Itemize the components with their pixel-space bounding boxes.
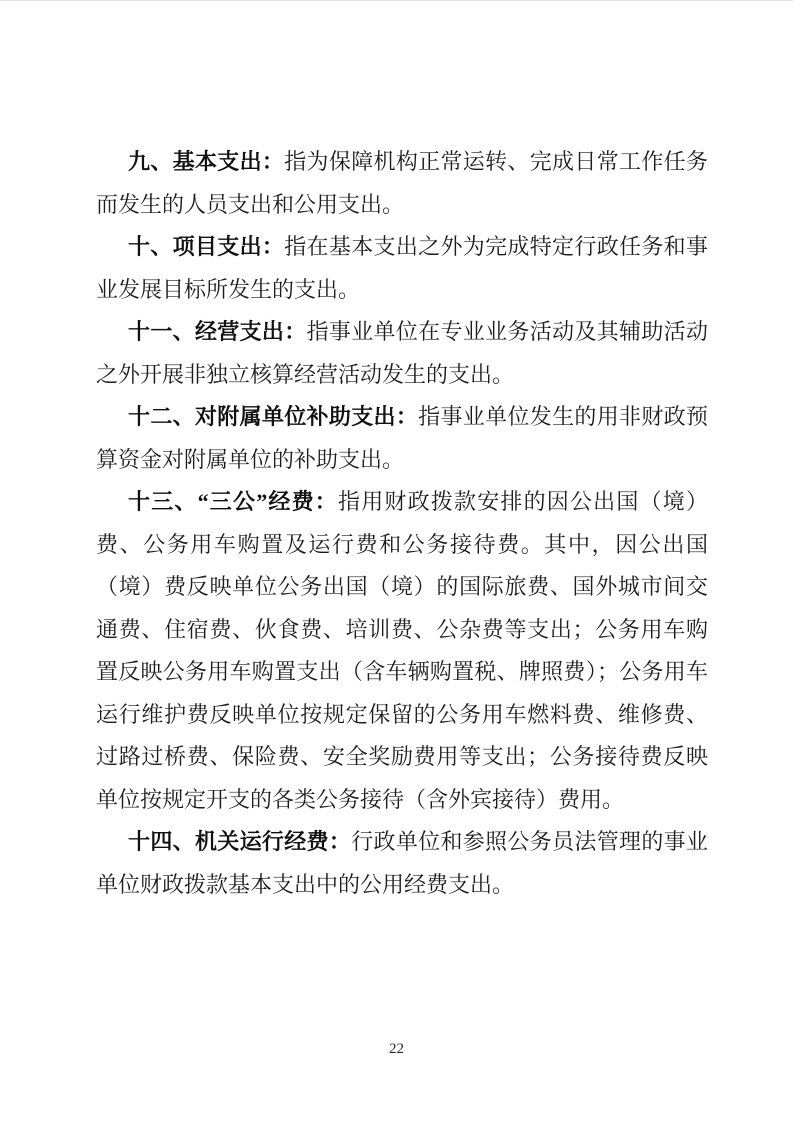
paragraph-heading: 十二、对附属单位补助支出： xyxy=(128,404,419,429)
document-body xyxy=(96,141,708,906)
page-number: 22 xyxy=(389,1041,404,1057)
paragraph-text: 行政单位和参照公务员法管理的事业单位财政拨款基本支出中的公用经费支出。 xyxy=(96,829,708,897)
paragraph-text: 指为保障机构正常运转、完成日常工作任务而发生的人员支出和公用支出。 xyxy=(96,149,708,217)
paragraph-text: 指用财政拨款安排的因公出国（境）费、公务用车购置及运行费和公务接待费。其中，因公出国（境）费反映单位公务出国（境）的国际旅费、国外城市间交通费、住宿费、伙食费、培训费、公杂费等支出；公务用车购置反映公务用车购置支出（含车辆购置税、牌照费）；公务用车运行维护费反映单位按规定保留的公务用车燃料费、维修费、过路过桥费、保险费、安全奖励费用等支出；公务接待费反映单位按规定开支的各类公务接待（含外宾接待）费用。 xyxy=(96,489,708,812)
paragraph-heading: 九、基本支出： xyxy=(128,149,285,174)
paragraph-text: 指事业单位发生的用非财政预算资金对附属单位的补助支出。 xyxy=(96,404,708,472)
paragraph xyxy=(96,396,708,481)
paragraph xyxy=(96,141,708,226)
paragraph xyxy=(96,226,708,311)
paragraph-heading: 十四、机关运行经费： xyxy=(128,829,352,854)
paragraph xyxy=(96,311,708,396)
paragraph xyxy=(96,821,708,906)
paragraph xyxy=(96,481,708,821)
paragraph-heading: 十、项目支出： xyxy=(128,234,285,259)
paragraph-text: 指事业单位在专业业务活动及其辅助活动之外开展非独立核算经营活动发生的支出。 xyxy=(96,319,708,387)
paragraph-heading: 十三、“三公”经费： xyxy=(128,489,338,514)
paragraph-text: 指在基本支出之外为完成特定行政任务和事业发展目标所发生的支出。 xyxy=(96,234,708,302)
paragraph-heading: 十一、经营支出： xyxy=(128,319,307,344)
